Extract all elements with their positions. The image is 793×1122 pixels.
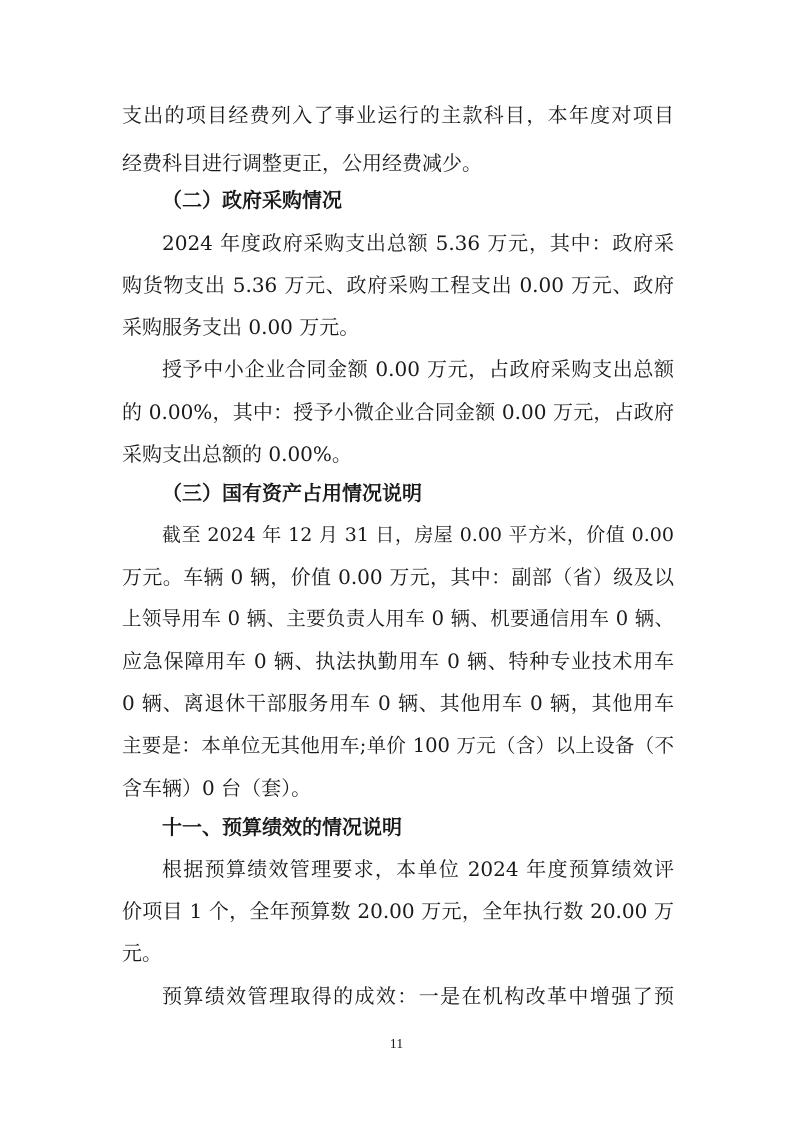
body-text-line: 授予中小企业合同金额 0.00 万元，占政府采购支出总额: [162, 357, 674, 381]
body-text-line: 预算绩效管理取得的成效：一是在机构改革中增强了预: [162, 984, 674, 1008]
body-text-line: 主要是：本单位无其他用车;单价 100 万元（含）以上设备（不: [122, 734, 674, 757]
section-heading-budget-performance: 十一、预算绩效的情况说明: [162, 815, 402, 839]
body-text-line: 2024 年度政府采购支出总额 5.36 万元，其中：政府采: [162, 231, 674, 255]
body-text-line: 采购支出总额的 0.00%。: [122, 442, 352, 466]
body-text-line: 购货物支出 5.36 万元、政府采购工程支出 0.00 万元、政府: [122, 273, 674, 297]
section-heading-government-procurement: （二）政府采购情况: [162, 188, 342, 212]
body-text-line: 的 0.00%，其中：授予小微企业合同金额 0.00 万元，占政府: [122, 400, 674, 424]
body-text-line: 采购服务支出 0.00 万元。: [122, 315, 360, 339]
body-text-line: 支出的项目经费列入了事业运行的主款科目，本年度对项目: [122, 103, 674, 127]
body-text-line: 应急保障用车 0 辆、执法执勤用车 0 辆、特种专业技术用车: [122, 649, 674, 673]
body-text-line: 0 辆、离退休干部服务用车 0 辆、其他用车 0 辆，其他用车: [122, 691, 674, 715]
body-text-line: 根据预算绩效管理要求，本单位 2024 年度预算绩效评: [162, 857, 674, 881]
body-text-line: 上领导用车 0 辆、主要负责人用车 0 辆、机要通信用车 0 辆、: [122, 607, 674, 630]
page-number: 11: [389, 1037, 404, 1052]
body-text-line: 万元。车辆 0 辆，价值 0.00 万元，其中：副部（省）级及以: [122, 565, 674, 589]
body-text-line: 截至 2024 年 12 月 31 日，房屋 0.00 平方米，价值 0.00: [162, 524, 674, 546]
section-heading-state-assets: （三）国有资产占用情况说明: [162, 481, 422, 505]
body-text-line: 元。: [122, 941, 162, 965]
body-text-line: 价项目 1 个，全年预算数 20.00 万元，全年执行数 20.00 万: [122, 899, 674, 923]
body-text-line: 含车辆）0 台（套）。: [122, 776, 312, 800]
body-text-line: 经费科目进行调整更正，公用经费减少。: [122, 151, 482, 175]
